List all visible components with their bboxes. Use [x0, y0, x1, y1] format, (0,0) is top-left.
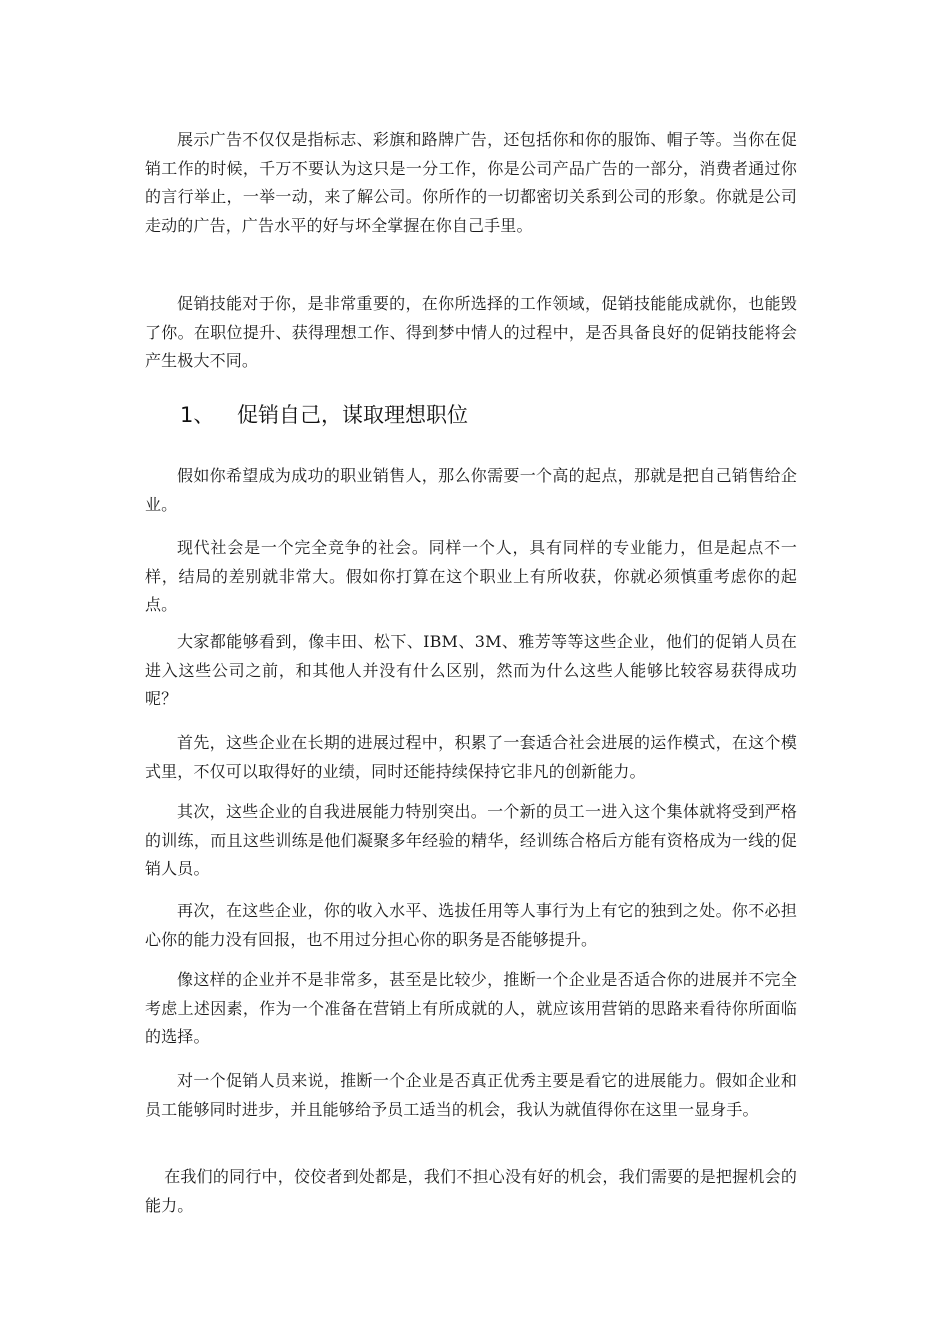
paragraph-thirdly: 再次，在这些企业，你的收入水平、选拔任用等人事行为上有它的独到之处。你不必担心你的能力没有回报，也不用过分担心你的职务是否能够提升。	[145, 901, 797, 949]
paragraph-few-such-companies: 像这样的企业并不是非常多，甚至是比较少，推断一个企业是否适合你的进展并不完全考虑上述因素，作为一个准备在营销上有所成就的人，就应该用营销的思路来看待你所面临的选择。	[145, 970, 797, 1046]
paragraph-promotion-skills: 促销技能对于你，是非常重要的，在你所选择的工作领域，促销技能能成就你，也能毁了你。在职位提升、获得理想工作、得到梦中情人的过程中，是否具备良好的促销技能将会产生极大不同。	[145, 294, 797, 370]
paragraph-high-start: 假如你希望成为成功的职业销售人，那么你需要一个高的起点，那就是把自己销售给企业。	[145, 466, 797, 514]
section-heading	[180, 399, 468, 431]
section-number: 1、	[180, 403, 215, 427]
paragraph-secondly: 其次，这些企业的自我进展能力特别突出。一个新的员工一进入这个集体就将受到严格的训练，而且这些训练是他们凝聚多年经验的精华，经训练合格后方能有资格成为一线的促销人员。	[145, 802, 797, 878]
paragraph-famous-companies: 大家都能够看到，像丰田、松下、IBM、3M、雅芳等等这些企业，他们的促销人员在进入这些公司之前，和其他人并没有什么区别，然而为什么这些人能够比较容易获得成功呢？	[145, 632, 797, 708]
paragraph-firstly: 首先，这些企业在长期的进展过程中，积累了一套适合社会进展的运作模式，在这个模式里，不仅可以取得好的业绩，同时还能持续保持它非凡的创新能力。	[145, 733, 797, 781]
section-title: 促销自己，谋取理想职位	[237, 403, 468, 427]
paragraph-judge-company: 对一个促销人员来说，推断一个企业是否真正优秀主要是看它的进展能力。假如企业和员工能够同时进步，并且能够给予员工适当的机会，我认为就值得你在这里一显身手。	[145, 1071, 797, 1119]
paragraph-display-advertising: 展示广告不仅仅是指标志、彩旗和路牌广告，还包括你和你的服饰、帽子等。当你在促销工作的时候，千万不要认为这只是一分工作，你是公司产品广告的一部分，消费者通过你的言行举止，一举一动，来了解公司。你所作的一切都密切关系到公司的形象。你就是公司走动的广告，广告水平的好与坏全掌握在你自己手里。	[145, 130, 797, 235]
paragraph-competitive-society: 现代社会是一个完全竞争的社会。同样一个人，具有同样的专业能力，但是起点不一样，结局的差别就非常大。假如你打算在这个职业上有所收获，你就必须慎重考虑你的起点。	[145, 538, 797, 614]
paragraph-seize-opportunity: 在我们的同行中，佼佼者到处都是，我们不担心没有好的机会，我们需要的是把握机会的能力。	[145, 1167, 797, 1215]
